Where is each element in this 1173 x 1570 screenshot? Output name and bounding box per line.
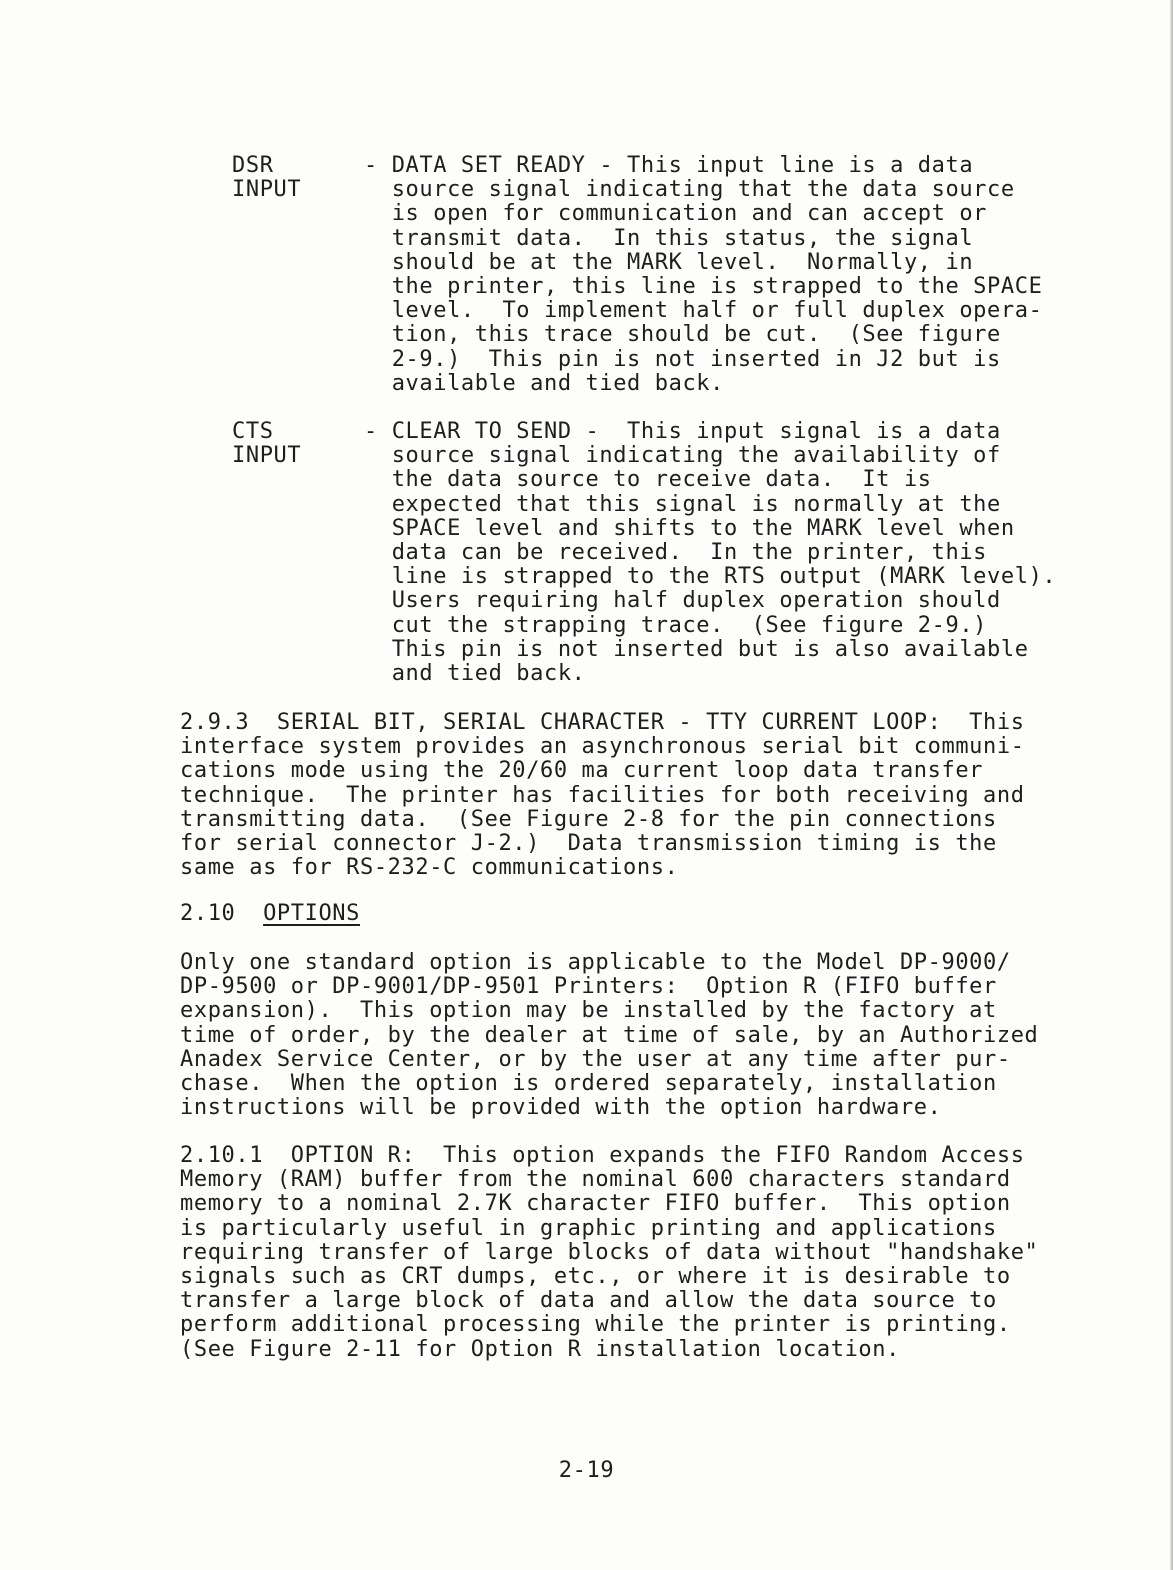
signal-label-line: DSR [232,153,274,178]
signal-label-line: CTS [232,419,274,444]
text-line: SPACE level and shifts to the MARK level when [364,515,1015,541]
text-line: memory to a nominal 2.7K character FIFO buffer. This option [180,1191,1011,1217]
text-line: instructions will be provided with the option hardware. [180,1095,942,1121]
text-line: cut the strapping trace. (See figure 2-9.) [364,612,988,638]
text-line: data can be received. In the printer, this [364,540,988,565]
text-line: transmitting data. (See Figure 2-8 for the pin connections [180,806,997,832]
page-number: 2-19 [558,1458,615,1483]
text-line: same as for RS-232-C communications. [180,855,679,881]
text-line: chase. When the option is ordered separately, installation [180,1071,997,1096]
text-line: expansion). This option may be installed by the factory at [180,998,997,1024]
text-line: and tied back. [364,661,586,686]
text-line: the printer, this line is strapped to the SPACE [364,274,1043,299]
text-line: technique. The printer has facilities for both receiving and [180,782,1025,808]
text-line: source signal indicating that the data source [364,177,1015,203]
text-line: signals such as CRT dumps, etc., or where it is desirable to [180,1264,1011,1289]
section-title: OPTIONS [263,901,360,926]
text-line: interface system provides an asynchronous serial bit communi- [180,734,1025,760]
text-line: - CLEAR TO SEND - This input signal is a data [364,419,1001,444]
text-line: 2-9.) This pin is not inserted in J2 but is [364,346,1001,372]
text-line: perform additional processing while the printer is printing. [180,1312,1011,1338]
text-line: requiring transfer of large blocks of data without "handshake" [180,1239,1039,1265]
text-line: Memory (RAM) buffer from the nominal 600 characters standard [180,1167,1011,1193]
text-line: is open for communication and can accept or [364,201,988,227]
text-line: is particularly useful in graphic printing and applications [180,1215,997,1241]
text-line: 2.10.1 OPTION R: This option expands the FIFO Random Access [180,1143,1025,1168]
text-line: the data source to receive data. It is [364,467,932,493]
text-line: This pin is not inserted but is also available [364,636,1029,662]
signal-label-line: INPUT [232,177,302,203]
text-line: expected that this signal is normally at the [364,491,1001,517]
text-line: (See Figure 2-11 for Option R installation location. [180,1336,900,1362]
text-line: DP-9500 or DP-9001/DP-9501 Printers: Option R (FIFO buffer [180,974,997,1000]
text-line: transfer a large block of data and allow the data source to [180,1288,997,1314]
text-line: line is strapped to the RTS output (MARK level). [364,564,1057,590]
text-line: cations mode using the 20/60 ma current loop data transfer [180,758,984,784]
text-line: time of order, by the dealer at time of sale, by an Authorized [180,1022,1039,1048]
text-line: transmit data. In this status, the signal [364,225,974,251]
text-line: Anadex Service Center, or by the user at any time after pur- [180,1046,1011,1072]
text-line: - DATA SET READY - This input line is a data [364,153,974,178]
heading-line [180,902,360,926]
text-line: for serial connector J-2.) Data transmission timing is the [180,831,997,856]
text-line: level. To implement half or full duplex opera- [364,298,1043,324]
text-line: source signal indicating the availability of [364,443,1001,469]
text-line: available and tied back. [364,370,724,396]
section-number: 2.10 [180,901,264,926]
signal-label-line: INPUT [232,443,302,469]
text-line: should be at the MARK level. Normally, in [364,249,974,275]
text-line: Only one standard option is applicable to the Model DP-9000/ [180,950,1011,975]
text-line: Users requiring half duplex operation should [364,588,1001,614]
text-line: tion, this trace should be cut. (See figure [364,322,1001,348]
text-line: 2.9.3 SERIAL BIT, SERIAL CHARACTER - TTY CURRENT LOOP: This [180,710,1025,735]
